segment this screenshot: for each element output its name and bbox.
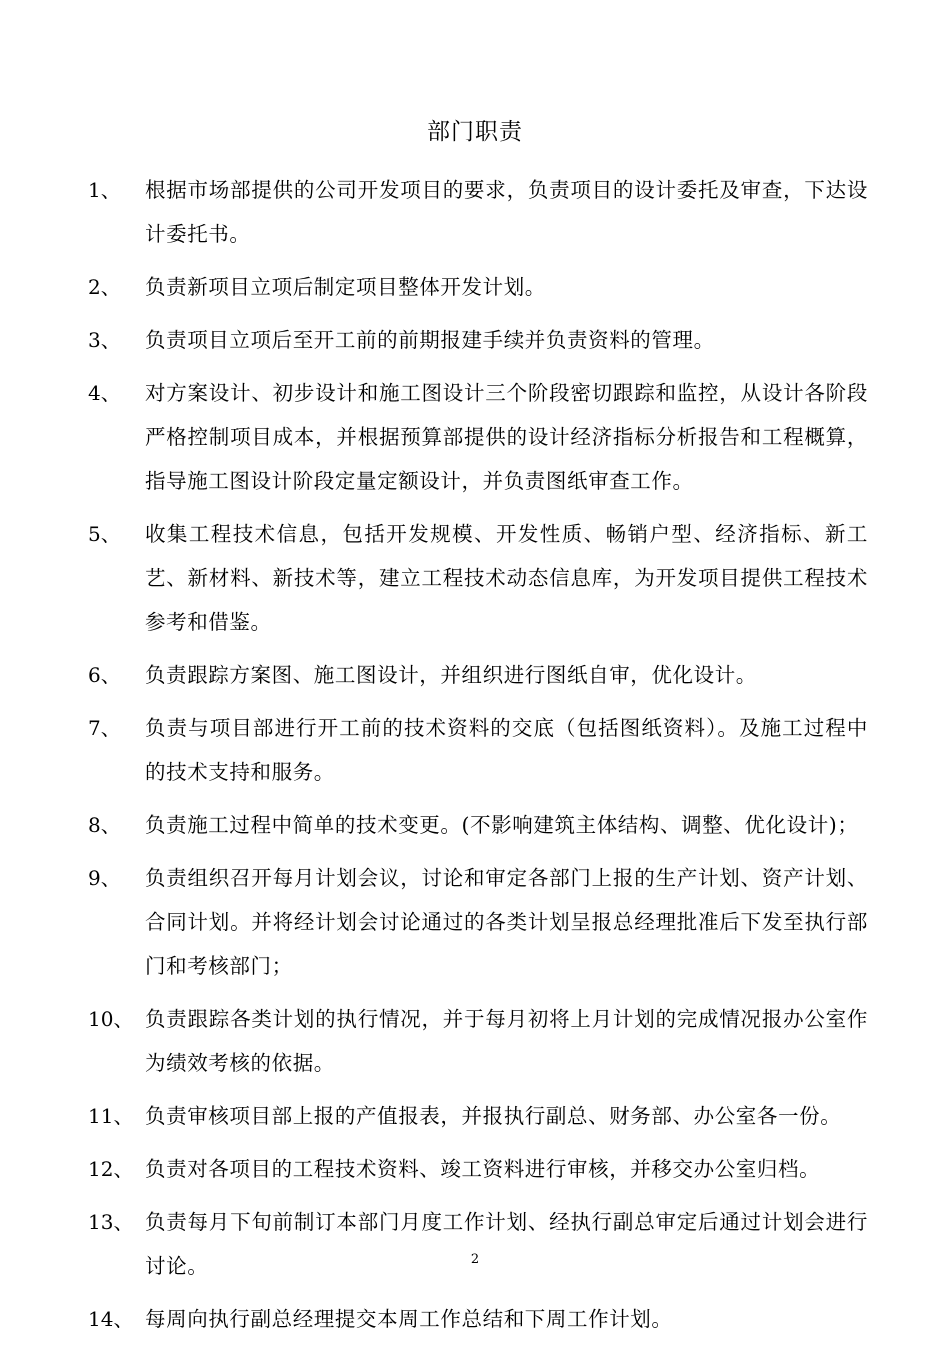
item-number: 9、 (88, 866, 121, 890)
list-item (88, 318, 868, 362)
item-number: 5、 (88, 522, 121, 546)
item-text: 负责对各项目的工程技术资料、竣工资料进行审核，并移交办公室归档。 (145, 1157, 821, 1181)
item-number: 11、 (88, 1104, 134, 1128)
list-item (88, 265, 868, 309)
item-number: 7、 (88, 716, 121, 740)
item-number: 12、 (88, 1157, 134, 1181)
item-text: 负责新项目立项后制定项目整体开发计划。 (145, 275, 546, 299)
list-item (88, 1200, 868, 1288)
item-text: 负责组织召开每月计划会议，讨论和审定各部门上报的生产计划、资产计划、合同计划。并将经计划会讨论通过的各类计划呈报总经理批准后下发至执行部门和考核部门； (145, 866, 868, 978)
list-item (88, 803, 868, 847)
item-text: 负责跟踪方案图、施工图设计，并组织进行图纸自审，优化设计。 (145, 663, 757, 687)
item-number: 1、 (88, 178, 121, 202)
list-item (88, 512, 868, 644)
list-item (88, 1297, 868, 1341)
page-number: 2 (470, 1252, 480, 1267)
list-item (88, 653, 868, 697)
item-number: 13、 (88, 1210, 134, 1234)
list-item (88, 168, 868, 256)
item-number: 10、 (88, 1007, 134, 1031)
item-text: 对方案设计、初步设计和施工图设计三个阶段密切跟踪和监控，从设计各阶段严格控制项目成本，并根据预算部提供的设计经济指标分析报告和工程概算，指导施工图设计阶段定量定额设计，并负责图纸审查工作。 (145, 381, 868, 493)
list-item (88, 706, 868, 794)
list-item (88, 371, 868, 503)
list-item (88, 997, 868, 1085)
item-text: 每周向执行副总经理提交本周工作总结和下周工作计划。 (145, 1307, 673, 1331)
list-item (88, 1147, 868, 1191)
item-number: 14、 (88, 1307, 134, 1331)
item-number: 3、 (88, 328, 121, 352)
page-title: 部门职责 (427, 119, 523, 145)
item-text: 负责施工过程中简单的技术变更。(不影响建筑主体结构、调整、优化设计)； (145, 813, 859, 837)
item-text: 负责审核项目部上报的产值报表，并报执行副总、财务部、办公室各一份。 (145, 1104, 842, 1128)
item-text: 负责每月下旬前制订本部门月度工作计划、经执行副总审定后通过计划会进行讨论。 (145, 1210, 868, 1278)
item-text: 负责与项目部进行开工前的技术资料的交底（包括图纸资料）。及施工过程中的技术支持和服务。 (145, 716, 868, 784)
duty-list (88, 168, 868, 1350)
item-number: 2、 (88, 275, 121, 299)
item-number: 4、 (88, 381, 121, 405)
item-text: 根据市场部提供的公司开发项目的要求，负责项目的设计委托及审查，下达设计委托书。 (145, 178, 868, 246)
list-item (88, 856, 868, 988)
list-item (88, 1094, 868, 1138)
item-text: 负责跟踪各类计划的执行情况，并于每月初将上月计划的完成情况报办公室作为绩效考核的依据。 (145, 1007, 868, 1075)
item-number: 6、 (88, 663, 121, 687)
item-number: 8、 (88, 813, 121, 837)
item-text: 负责项目立项后至开工前的前期报建手续并负责资料的管理。 (145, 328, 715, 352)
item-text: 收集工程技术信息，包括开发规模、开发性质、畅销户型、经济指标、新工艺、新材料、新技术等，建立工程技术动态信息库，为开发项目提供工程技术参考和借鉴。 (145, 522, 868, 634)
